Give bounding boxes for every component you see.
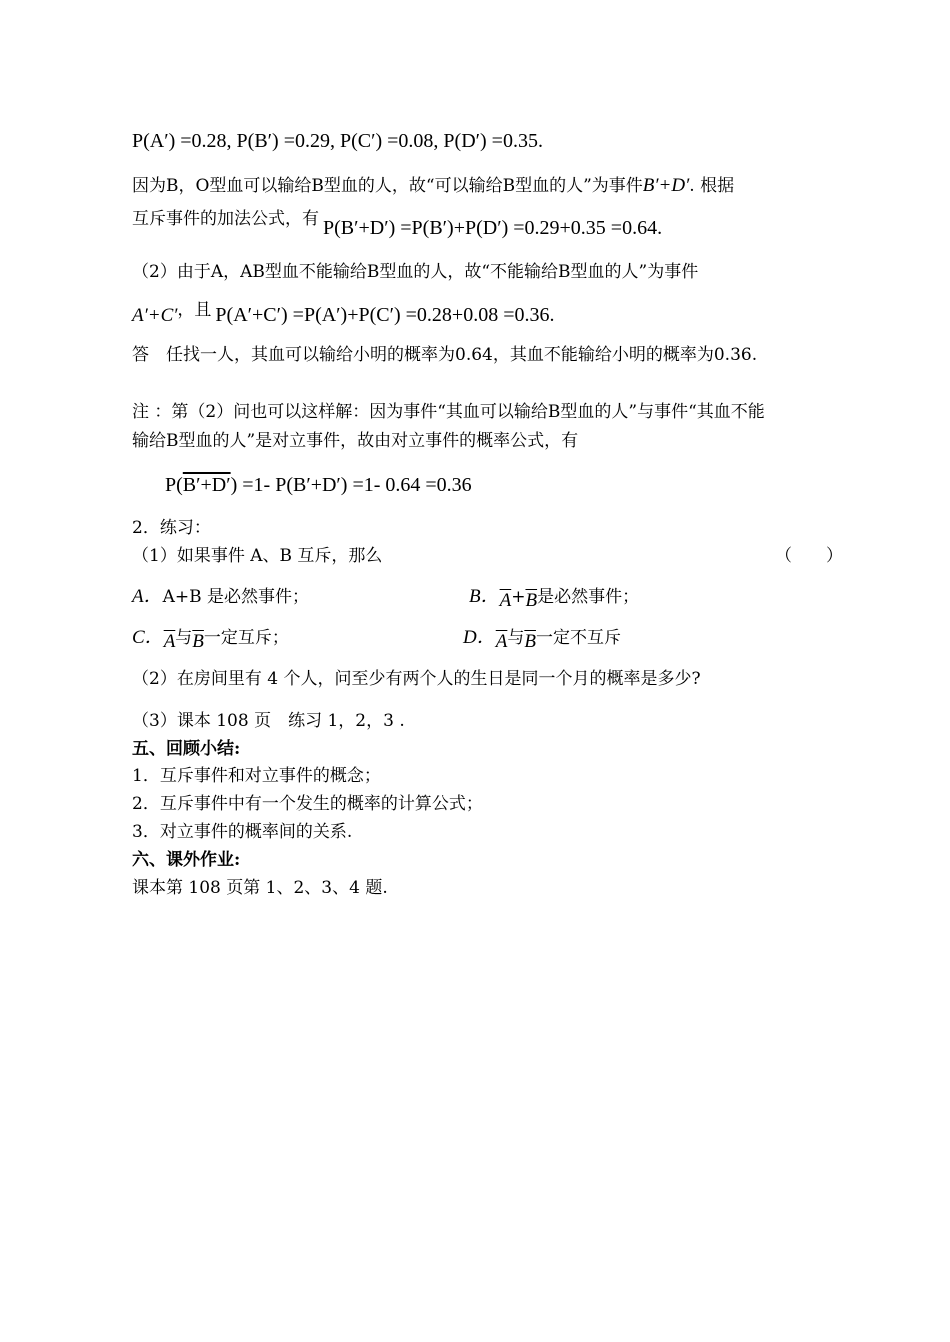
note-line-1: 注 ：第（2）问也可以这样解：因为事件“其血可以输给B型血的人”与事件“其血不能 [132,402,765,422]
inline-formula-event: A′+C′ [132,305,178,326]
a-bar-symbol: $\overline{A}$ [499,590,512,611]
a-bar-symbol: $\overline{A}$ [163,631,176,652]
plus-symbol: + [511,587,526,607]
homework-text: 课本第 108 页第 1、2、3、4 题. [132,878,388,898]
option-label: A． [132,586,163,607]
option-text: 是必然事件； [537,587,640,607]
formula-a-plus-c: P(A′+C′) =P(A′)+P(C′) =0.28+0.08 =0.36. [215,304,555,326]
text-line-a-plus-c [132,298,555,326]
text-fragment: . 根据 [689,176,735,196]
summary-item-1: 1．互斥事件和对立事件的概念； [132,766,381,786]
text-fragment: 因为B，O型血可以输给B型血的人，故“可以输给B型血的人”为事件 [132,176,643,196]
complement-formula [165,474,472,496]
exercise-1-question: （1）如果事件 A、B 互斥，那么 [132,546,383,566]
b-bar-symbol: $\overline{B}$ [524,631,536,652]
text-fragment: 互斥事件的加法公式，有 [132,209,319,229]
text-line-o-type [132,175,734,197]
option-a [132,586,309,608]
answer-bracket: （ ） [775,546,843,566]
option-d [463,627,621,652]
option-c [132,627,289,652]
connector-text: 与 [175,628,193,648]
exercise-2-question: （2）在房间里有 4 个人，问至少有两个人的生日是同一个月的概率是多少? [132,669,701,689]
heading-homework: 六、课外作业: [132,850,241,870]
option-label: B． [469,586,500,607]
formula-b-plus-d: P(B′+D′) =P(B′)+P(D′) =0.29+0.35 =0.64. [323,217,663,239]
text-line-addition-rule [132,207,663,239]
summary-item-3: 3．对立事件的概率间的关系. [132,822,353,842]
summary-item-2: 2．互斥事件中有一个发生的概率的计算公式； [132,794,483,814]
b-bar-symbol: $\overline{B}$ [192,631,204,652]
b-bar-symbol: $\overline{B}$ [525,590,538,611]
option-text: 一定互斥； [203,628,289,648]
text-line-part2: （2）由于A，AB型血不能输给B型血的人，故“不能输给B型血的人”为事件 [132,262,699,282]
inline-formula-event: B′+D′ [642,175,690,196]
probability-values-formula: P(A′) =0.28, P(B′) =0.29, P(C′) =0.08, P(D′) =0.35. [132,130,543,152]
formula-fragment: P( [165,474,183,496]
option-label: C． [132,627,164,648]
option-b [469,586,640,611]
option-text: 一定不互斥 [535,628,621,648]
answer-line: 答 任找一人，其血可以输给小明的概率为0.64，其血不能输给小明的概率为0.36. [132,345,758,365]
option-label: D． [463,627,496,648]
text-fragment: ，且 [177,300,212,320]
section-exercises: 2．练习： [132,518,211,538]
connector-text: 与 [507,628,525,648]
formula-fragment: ) =1- P(B′+D′) =1- 0.64 =0.36 [230,474,472,496]
option-text: A+B 是必然事件； [162,587,310,607]
note-line-2: 输给B型血的人”是对立事件，故由对立事件的概率公式，有 [132,431,579,451]
a-bar-symbol: $\overline{A}$ [495,631,508,652]
heading-review-summary: 五、回顾小结: [132,739,241,759]
overlined-event: B′+D′ [182,474,231,496]
exercise-3-question: （3）课本 108 页 练习 1，2，3 . [132,711,405,731]
